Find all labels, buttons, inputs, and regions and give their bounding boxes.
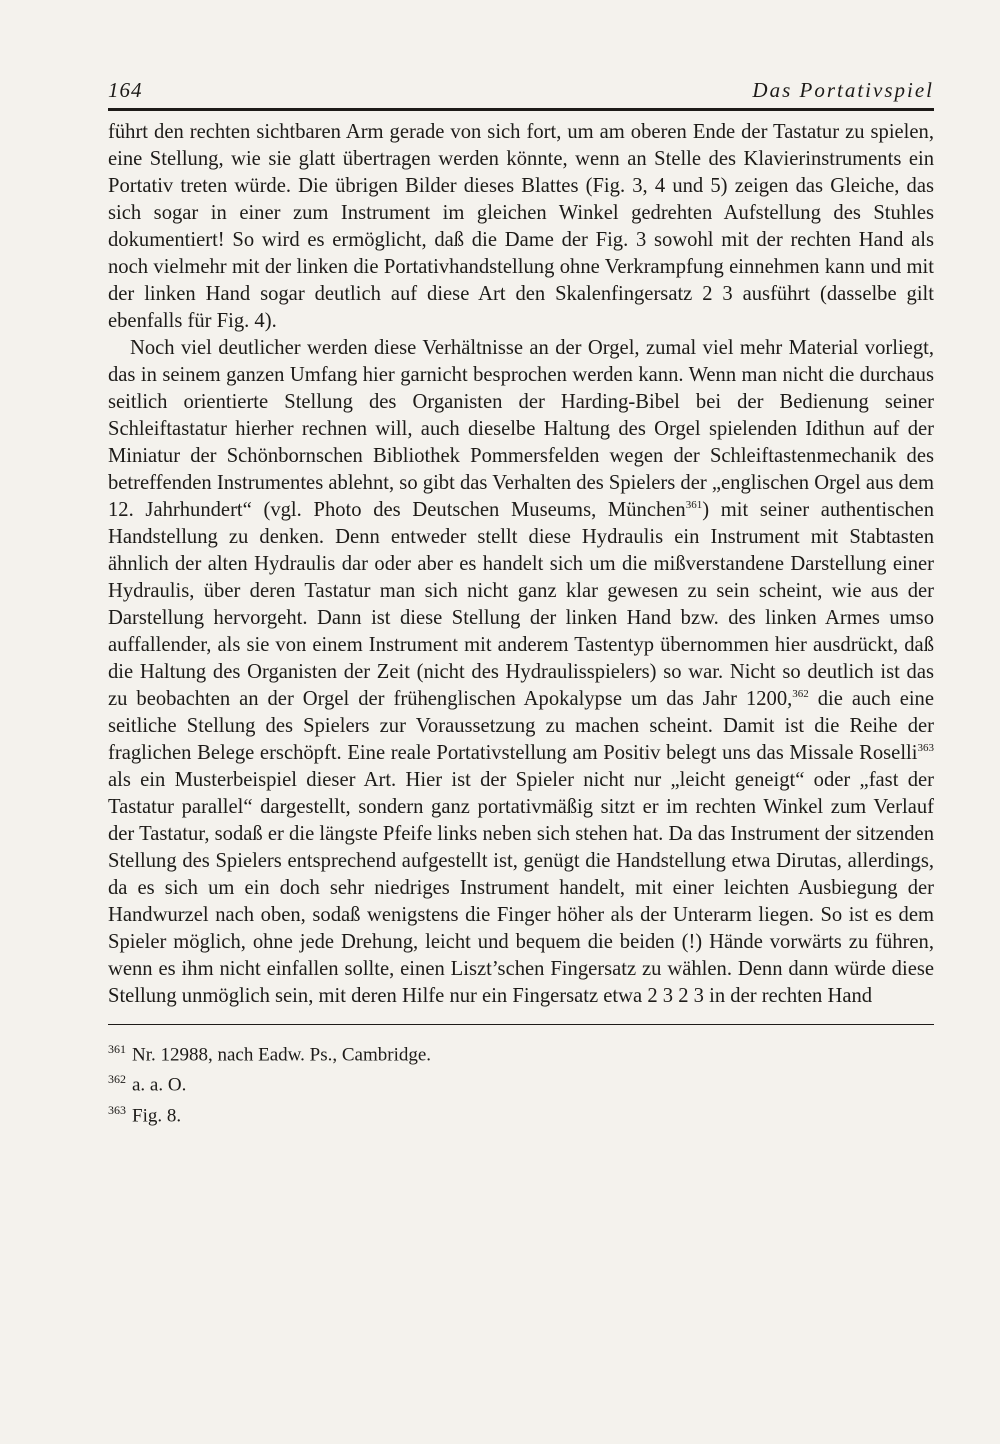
book-page [108, 74, 934, 1128]
paragraph [108, 335, 934, 1010]
footnote [108, 1067, 934, 1097]
footnote [108, 1098, 934, 1128]
running-title: Das Portativspiel [752, 78, 934, 102]
footnote-number: 362 [108, 1072, 126, 1087]
footnotes [108, 1037, 934, 1128]
text-run: führt den rechten sichtbaren Arm gerade von sich fort, um am oberen Ende der Tastatur zu spielen, eine Stellung, wie sie glatt übertragen werden könnte, wenn an Stelle des Klavierinstruments ein Portativ treten würde. Die übrigen Bilder dieses Blattes (Fig. 3, 4 und 5) zeigen das Gleiche, das sich sogar in einer zum Instrument im gleichen Winkel gedrehten Aufstellung des Stuhles dokumentiert! So wird es ermöglicht, daß die Dame der Fig. 3 sowohl mit der rechten Hand als noch vielmehr mit der linken die Portativhandstellung ohne Verkrampfung einnehmen kann und mit der linken Hand sogar deutlich auf diese Art den Skalenfingersatz 2 3 ausführt (dasselbe gilt ebenfalls für Fig. 4). [108, 121, 934, 332]
footnote [108, 1037, 934, 1067]
footnote-reference: 363 [917, 742, 934, 755]
footnote-text: Nr. 12988, nach Eadw. Ps., Cambridge. [132, 1044, 432, 1066]
body-text [108, 119, 934, 1010]
footnote-text: Fig. 8. [132, 1104, 182, 1126]
footnote-reference: 361 [685, 499, 703, 512]
text-run: ) mit seiner authentischen Handstellung zu denken. Denn entweder stellt diese Hydraulis ein Instrument mit Stabtasten ähnlich der alten Hydraulis dar oder aber es handelt sich um die mißverstandene Darstellung einer Hydraulis, über deren Tastatur man sich nicht ganz klar gewesen zu sein scheint, wie aus der Darstellung hervorgeht. Dann ist diese Stellung der linken Hand bzw. des linken Armes umso auffallender, als sie von einem Instrument mit anderem Tastentyp übernommen hier ausdrückt, daß die Haltung des Organisten der Zeit (nicht des Hydraulisspielers) so war. Nicht so deutlich ist das zu beobachten an der Orgel der frühenglischen Apokalypse um das Jahr 1200, [108, 499, 934, 710]
page-number: 164 [108, 78, 143, 102]
footnote-text: a. a. O. [132, 1074, 187, 1096]
page-header [108, 74, 934, 108]
paragraph [108, 119, 934, 335]
text-run: Noch viel deutlicher werden diese Verhältnisse an der Orgel, zumal viel mehr Material vorliegt, das in seinem ganzen Umfang hier garnicht besprochen werden kann. Wenn man nicht die durchaus seitlich orientierte Stellung des Organisten der Harding-Bibel bei der Bedienung seiner Schleiftastatur hierher rechnen will, auch dieselbe Haltung des Orgel spielenden Idithun auf der Miniatur der Schönbornschen Bibliothek Pommersfelden wegen der Schleiftastenmechanik des betreffenden Instrumentes ablehnt, so gibt das Verhalten des Spielers der „englischen Orgel aus dem 12. Jahrhundert“ (vgl. Photo des Deutschen Museums, München [108, 337, 934, 521]
text-run: als ein Musterbeispiel dieser Art. Hier ist der Spieler nicht nur „leicht geneigt“ oder „fast der Tastatur parallel“ dargestellt, sondern ganz portativmäßig sitzt er im rechten Winkel zum Verlauf der Tastatur, sodaß er die längste Pfeife links neben sich stehen hat. Da das Instrument der sitzenden Stellung des Spielers entsprechend aufgestellt ist, genügt die Handstellung etwa Dirutas, allerdings, da es sich um ein doch sehr niedriges Instrument handelt, mit einer leichten Ausbiegung der Handwurzel nach oben, sodaß wenigstens die Finger höher als der Unterarm liegen. So ist es dem Spieler möglich, ohne jede Drehung, leicht und bequem die beiden (!) Hände vorwärts zu führen, wenn es ihm nicht einfallen sollte, einen Liszt’schen Fingersatz zu wählen. Denn dann würde diese Stellung unmöglich sein, mit deren Hilfe nur ein Fingersatz etwa 2 3 2 3 in der rechten Hand [108, 769, 934, 1007]
header-rule [108, 108, 934, 111]
footnote-number: 361 [108, 1042, 126, 1056]
footnote-number: 363 [108, 1102, 126, 1117]
footnote-rule [108, 1024, 934, 1025]
footnote-reference: 362 [792, 688, 809, 701]
text-run: die auch eine seitliche Stellung des Spielers zur Voraussetzung zu machen scheint. Damit ist die Reihe der fraglichen Belege erschöpft. Eine reale Portativstellung am Positiv belegt uns das Missale Roselli [108, 688, 934, 764]
